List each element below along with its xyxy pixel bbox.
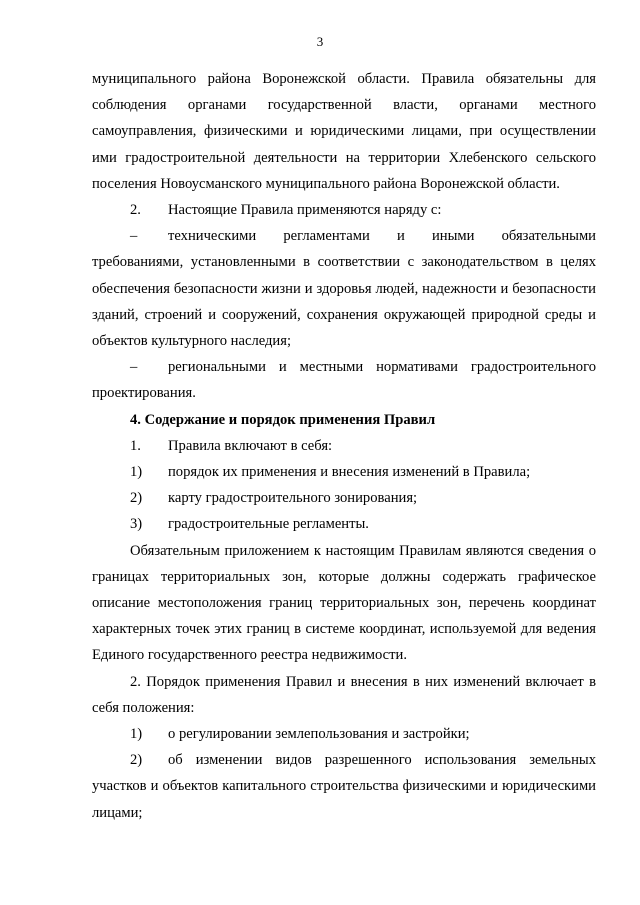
sub-item-number: 2) [130, 752, 143, 769]
sub-item-2 [92, 485, 596, 511]
section-heading-4: 4. Содержание и порядок применения Правил [130, 411, 436, 428]
list-item-1 [92, 433, 596, 459]
sub-item-number: 3) [130, 516, 143, 533]
sub-item-number: 1) [130, 464, 143, 481]
dash-bullet: – [130, 228, 138, 245]
paragraph-rules-binding: муниципального района Воронежской области. Правила обязательны для соблюдения органами государственной власти, органами местного самоуправления, физическими и юридическими лицами, при осуществлении ими градостроительной деятельности на территории Хлебенского сельского поселения Новоусманского муниципального района Воронежской области. [92, 71, 596, 192]
sub-item-text: градостроительные регламенты. [168, 516, 369, 533]
sub-item-text: о регулировании землепользования и застройки; [168, 726, 470, 743]
dash-item-technical-regulations [92, 223, 596, 354]
document-body [92, 66, 596, 826]
sub-item-1 [92, 459, 596, 485]
dash-item-regional-norms [92, 354, 596, 406]
page-number: 3 [316, 34, 324, 49]
paragraph-appendix: Обязательным приложением к настоящим Правилам являются сведения о границах территориальных зон, которые должны содержать графическое описание местоположения границ территориальных зон, перечень координат характерных точек этих границ в системе координат, используемой для ведения Единого государственного реестра недвижимости. [92, 542, 596, 664]
sub-item-text: карту градостроительного зонирования; [168, 490, 418, 507]
list-item-text: Правила включают в себя: [168, 437, 333, 454]
dash-bullet: – [130, 359, 138, 376]
sub-item-number: 1) [130, 726, 143, 743]
sub-item-permitted-use [92, 747, 596, 826]
list-item-2 [92, 197, 596, 223]
sub-item-text: порядок их применения и внесения изменений в Правила; [168, 464, 531, 481]
sub-item-3 [92, 511, 596, 537]
sub-item-text: об изменении видов разрешенного использования земельных участков и объектов капитального строительства физическими и юридическими лицами; [92, 752, 596, 821]
dash-item-text: региональными и местными нормативами градостроительного проектирования. [92, 359, 596, 402]
list-item-number: 2. [130, 202, 141, 219]
list-item-number: 1. [130, 437, 141, 454]
sub-item-land-use [92, 721, 596, 747]
paragraph-order: 2. Порядок применения Правил и внесения в них изменений включает в себя положения: [92, 673, 596, 716]
dash-item-text: техническими регламентами и иными обязательными требованиями, установленными в соответствии с законодательством в целях обеспечения безопасности жизни и здоровья людей, надежности и безопасности зданий, строений и сооружений, сохранения окружающей природной среды и объектов культурного наследия; [92, 228, 596, 350]
list-item-text: Настоящие Правила применяются наряду с: [168, 202, 442, 219]
sub-item-number: 2) [130, 490, 143, 507]
